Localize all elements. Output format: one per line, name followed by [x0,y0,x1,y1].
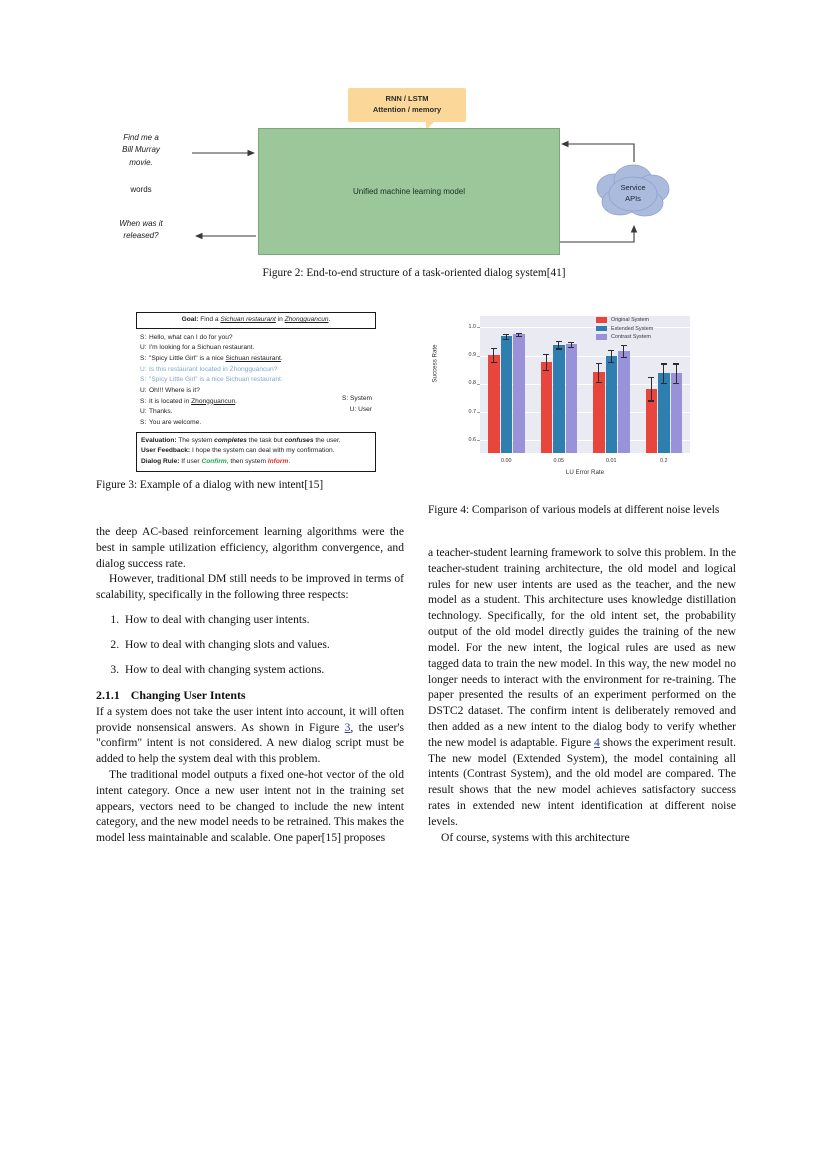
chart-error-cap [608,350,614,351]
left-text-column [96,524,404,846]
service-apis-cloud [590,162,676,224]
chart-y-axis-label: Success Rate [431,344,439,383]
callout-line-2: Attention / memory [372,105,442,114]
chart-error-cap [568,342,574,343]
turn-speaker: S: [140,418,147,426]
figure-4-caption: Figure 4: Comparison of various models at different noise levels [428,504,720,516]
output-line-2: released? [123,231,159,241]
p3-text-a: If a system does not take the user intent into account, it will often provide nonsensical answers. As shown in Figure [96,704,404,734]
rp1-text-a: a teacher-student learning framework to solve this problem. In the teacher-student training architecture, the old model and logical rules for new user intents are used as the teacher, and the new model as a student. This architecture uses knowledge distillation technology. Specifically, for the old intent set, the probability output of the old model directly guides the training of the new model. For the new intent, the logical rules are used as new tagged data to train the new model. In this way, the new model no longer needs to interact with the environment for re-training. The paper presented the results of an experiment performed on the DSTC2 dataset. The confirm intent is deliberately removed and then added as a new intent to the dialog body to verify whether the new model is adaptable. Figure [428,546,736,749]
dialog-rule-row [141,457,371,468]
chart-error-bar [623,345,624,357]
dialog-turn-highlighted [140,365,372,376]
turn-text: Is this restaurant located in Zhongguancun? [149,365,278,373]
chart-bar [553,345,565,453]
dialog-turn [140,343,372,354]
figure-3-dialog-example [136,312,376,472]
evaluation-bold-1: completes [214,436,247,444]
section-title: Changing User Intents [130,687,246,702]
chart-error-cap [556,341,562,342]
chart-error-cap [516,336,522,337]
turn-text: I'm looking for a Sichuan restaurant. [149,344,255,352]
dialog-evaluation-box [136,432,376,472]
input-line-3: movie. [129,157,153,167]
turn-text: "Spicy Little Girl" is a nice Sichuan restaurant. [149,376,283,384]
dialog-rule-confirm: Confirm [201,457,227,465]
goal-label: Goal: [181,316,199,323]
dialog-turn [140,354,372,365]
chart-legend-item [596,317,653,323]
chart-bar [541,362,553,453]
chart-error-cap [491,348,497,349]
chart-error-bar [598,363,599,382]
dialog-goal-box [136,312,376,329]
evaluation-bold-2: confuses [284,436,314,444]
chart-bar [606,356,618,453]
chart-legend-label: Extended System [611,325,654,332]
chart-bar [671,373,683,453]
output-line-1: When was it [119,219,163,228]
chart-legend-item [596,334,653,340]
turn-speaker: U: [140,386,147,394]
section-number: 2.1.1 [96,687,120,702]
cloud-line-1: Service [620,182,646,192]
dialog-turn [140,333,372,344]
input-line-2: Bill Murray [122,145,160,155]
list-item: 1. How to deal with changing user intents. [122,612,404,628]
turn-text: You are welcome. [149,418,202,426]
turn-speaker: S: [140,376,147,384]
chart-error-cap [503,339,509,340]
evaluation-text-a: The system [176,436,215,444]
chart-bar [501,336,513,453]
right-text-column [428,545,736,845]
chart-legend-swatch [596,326,607,332]
rp1-text-b: shows the experiment result. The new model (Extended System), the model containing all intents (Contrast System), and the old model are compared. The result shows that the new model achieves satisfactory success rates in extended new intent identification at different noise levels. [428,735,736,828]
system-output-label [96,218,186,243]
chart-error-cap [648,400,654,401]
turn-underline: Sichuan restaurant [225,354,281,362]
chart-error-bar [611,350,612,362]
dialog-rule-label: Dialog Rule: [141,457,180,465]
chart-y-tick-label: 0.8 [468,380,476,387]
goal-text-b: in [275,316,285,323]
chart-error-cap [661,383,667,384]
chart-error-cap [568,347,574,348]
figure-4-reference-link[interactable]: 4 [594,735,600,749]
chart-error-cap [596,363,602,364]
p3-text-b: , the user's "confirm" intent is not considered. A new dialog script must be added to help the system deal with this problem. [96,720,404,766]
chart-bar [658,373,670,453]
chart-error-bar [546,354,547,370]
dialog-turn [140,386,372,397]
turn-text: It is located in Zhongguancun. [149,397,237,405]
chart-bar [513,334,525,453]
chart-bar [618,351,630,453]
turn-speaker: U: [140,344,147,352]
chart-legend-label: Original System [611,317,650,323]
section-heading-2-1-1 [96,687,404,703]
goal-text-a: Find a [198,316,221,323]
chart-x-tick-label: 0.05 [553,458,564,464]
words-label: words [130,185,152,194]
chart-error-cap [621,345,627,346]
chart-y-tick-label: 0.6 [468,436,476,443]
chart-error-cap [516,333,522,334]
figure-4-bar-chart [428,312,698,484]
chart-error-cap [673,363,679,364]
paragraph-one-hot: The traditional model outputs a fixed one-hot vector of the old intent category. Once a new user intent not in the training set appears, vectors need to be changed to include the new intent category, and the new model needs to be retrained. This makes the model less maintainable and scalable. One paper[15] proposes [96,768,404,845]
chart-error-cap [543,370,549,371]
chart-error-cap [556,348,562,349]
dialog-turn [140,394,372,408]
goal-text-c: . [328,316,331,323]
paragraph-of-course: Of course, systems with this architecture [441,830,630,844]
figure-3-caption: Figure 3: Example of a dialog with new intent[15] [96,479,324,491]
chart-x-axis-label: LU Error Rate [565,469,605,476]
chart-legend-label: Contrast System [611,334,651,340]
chart-error-cap [673,383,679,384]
chart-error-bar [558,341,559,348]
turn-underline: Zhongguancun [191,397,236,405]
user-input-label [96,132,186,169]
chart-error-cap [608,362,614,363]
turn-speaker: S: [140,397,147,405]
paragraph-continued: the deep AC-based reinforcement learning algorithms were the best in sample utilization efficiency, algorithm convergence, and dialog success rate. [96,525,404,570]
unified-model-box [258,128,560,255]
speaker-legend-system: S: System [341,394,372,402]
input-line-1: Find me a [123,133,159,142]
dialog-rule-text-c: . [288,457,291,465]
turn-text: Oh!!! Where is it? [149,386,200,394]
chart-error-cap [596,382,602,383]
chart-legend-swatch [596,334,607,340]
chart-legend-item [596,326,653,332]
dialog-turn [140,407,372,418]
chart-error-bar [493,348,494,363]
user-feedback-text: I hope the system can deal with my confirmation. [190,447,335,455]
chart-bar [566,344,578,453]
turn-text: Thanks. [149,408,173,416]
chart-y-tick-label: 1.0 [468,323,476,330]
chart-legend [596,317,653,343]
turn-text: "Spicy Little Girl" is a nice Sichuan restaurant. [149,354,283,362]
goal-emphasis-2: Zhongguancun [284,316,329,323]
figure-3-reference-link[interactable]: 3 [344,720,351,734]
chart-error-bar [651,377,652,401]
chart-x-tick-label: 0.01 [606,458,617,464]
paragraph-teacher-student [428,545,736,830]
chart-bar [593,372,605,453]
evaluation-text-c: the user. [313,436,341,444]
dialog-turn [140,418,372,429]
chart-y-tick-label: 0.9 [468,352,476,359]
chart-error-cap [491,362,497,363]
callout-line-1: RNN / LSTM [385,94,429,104]
turn-speaker: U: [140,408,147,416]
unified-model-label: Unified machine learning model [352,187,466,196]
chart-y-tick-label: 0.7 [468,408,476,415]
dialog-turn-highlighted [140,375,372,386]
dialog-turns-list [136,329,376,432]
paragraph-scalability: However, traditional DM still needs to be improved in terms of scalability, specifically in the following three respects: [96,572,404,602]
list-item: 3. How to deal with changing system actions. [122,662,404,678]
dialog-rule-text-b: , then system [226,457,268,465]
turn-speaker: S: [140,354,147,362]
dialog-rule-text-a: If user [179,457,202,465]
chart-bars-layer [480,316,690,453]
dialog-rule-inform: Inform [267,457,289,465]
user-feedback-row [141,446,371,457]
chart-error-cap [621,357,627,358]
chart-legend-swatch [596,317,607,323]
list-item: 2. How to deal with changing slots and values. [122,637,404,653]
figure-2-diagram [96,76,732,256]
turn-speaker: S: [140,333,147,341]
chart-error-cap [648,377,654,378]
chart-x-tick-label: 0.2 [660,458,668,464]
chart-error-bar [663,363,664,382]
goal-emphasis-1: Sichuan restaurant [220,316,276,323]
figure-2-caption: Figure 2: End-to-end structure of a task-oriented dialog system[41] [262,267,566,279]
turn-speaker: U: [140,365,147,373]
chart-error-bar [676,363,677,382]
rnn-lstm-callout [348,88,466,122]
evaluation-text-b: the task but [246,436,285,444]
chart-error-cap [543,354,549,355]
scalability-respects-list [96,612,404,677]
evaluation-label: Evaluation: [141,436,177,444]
turn-text: Hello, what can I do for you? [149,333,233,341]
chart-bar [488,355,500,453]
evaluation-row [141,436,371,447]
chart-x-tick-label: 0.00 [501,458,512,464]
chart-error-cap [661,363,667,364]
cloud-line-2: APIs [625,194,641,203]
user-feedback-label: User Feedback: [141,447,191,455]
speaker-legend-user: U: User [349,405,372,413]
paragraph-user-intent [96,704,404,767]
chart-error-cap [503,334,509,335]
